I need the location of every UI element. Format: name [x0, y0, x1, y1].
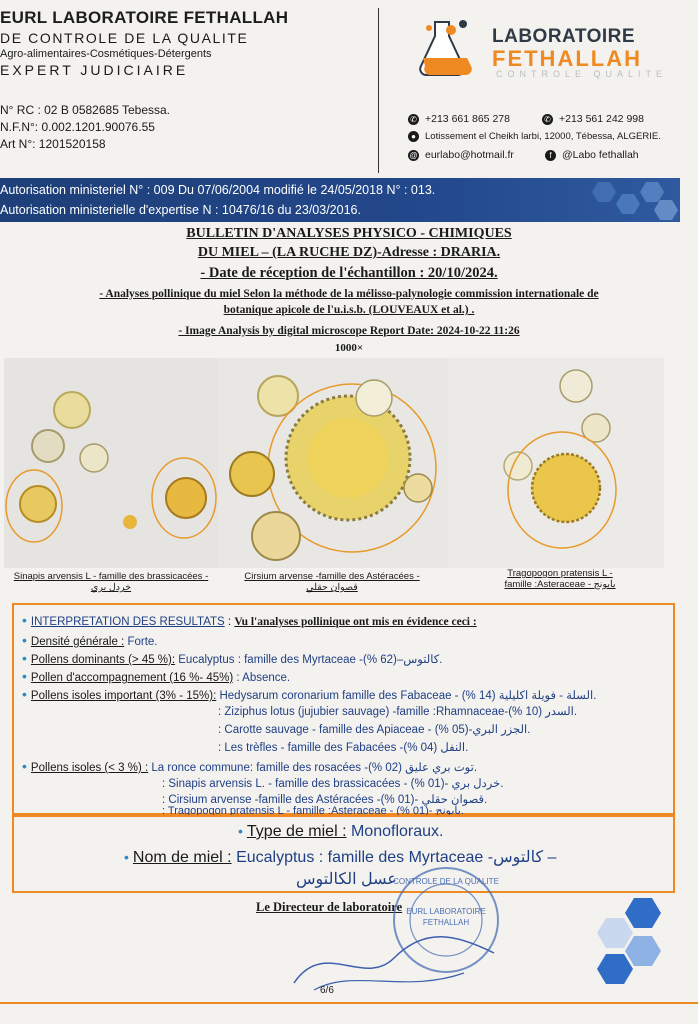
isoles-item-2: : Sinapis arvensis L. - famille des brassicacées - خردل بري -(01 %). — [162, 778, 504, 790]
footer-rule — [0, 1002, 698, 1004]
honey-sample-title: DU MIEL – (LA RUCHE DZ)-Adresse : DRARIA. — [197, 245, 501, 260]
important-item-4: : Les trèfles - famille des Fabacées -النفل (04 %). — [218, 742, 469, 754]
analysis-method-line1: - Analyses pollinique du miel Selon la méthode de la mélisso-palynologie commission internationale de — [99, 288, 599, 300]
facebook-icon: f — [545, 150, 556, 161]
hexagon-decoration-icon — [596, 896, 666, 984]
contact-facebook: f @Labo fethallah — [545, 149, 639, 161]
important-item-3: : Carotte sauvage - famille des Apiaceae - الجزر البري-(05 %). — [218, 724, 531, 736]
authorization-banner — [0, 178, 680, 222]
contact-address: ● Lotissement el Cheikh larbi, 12000, Tébessa, ALGERIE. — [408, 131, 661, 142]
analysis-method-line2: botanique apicole de l'u.i.s.b. (LOUVEAUX et al.) . — [223, 304, 475, 316]
contact-email: @ eurlabo@hotmail.fr — [409, 149, 514, 161]
accompagnement-row: • Pollen d'accompagnement (16 %- 45%) : Absence. — [22, 667, 290, 687]
image-analysis-date: - Image Analysis by digital microscope Report Date: 2024-10-22 11:26 — [178, 325, 520, 337]
densite-row: • Densité générale : Forte. — [22, 631, 158, 651]
company-line2: DE CONTROLE DE LA QUALITE — [0, 30, 249, 46]
director-signature — [284, 928, 504, 998]
page-number: 6/6 — [320, 985, 334, 996]
honey-name-arabic: عسل الكالتوس — [296, 871, 397, 888]
company-name: EURL LABORATOIRE FETHALLAH — [0, 8, 289, 27]
micrograph-cirsium — [218, 358, 448, 568]
isoles-item-4: : Tragopogon pratensis L - famille :Asteraceae - بابونج -(01 %). — [162, 805, 464, 817]
logo-text-tagline: CONTROLE QUALITE — [496, 69, 668, 79]
company-line3: Agro-alimentaires-Cosmétiques-Détergents — [0, 48, 212, 60]
magnification-label: 1000× — [334, 342, 364, 354]
rc-number: N° RC : 02 B 0582685 Tebessa. — [0, 103, 171, 117]
important-item-2: : Ziziphus lotus (jujubier sauvage) -famille :Rhamnaceae-السدر (10 %). — [218, 706, 578, 718]
header-divider — [378, 8, 379, 173]
reception-date: - Date de réception de l'échantillon : 20/10/2024. — [200, 265, 498, 281]
bulletin-title: BULLETIN D'ANALYSES PHYSICO - CHIMIQUES — [186, 226, 512, 241]
phone-icon: ✆ — [408, 114, 419, 125]
contact-phone-1: ✆ +213 661 865 278 — [408, 113, 510, 125]
authorization-line-2: Autorisation ministerielle d'expertise N : 10476/16 du 23/03/2016. — [0, 203, 361, 217]
header-left — [0, 8, 370, 153]
email-icon: @ — [409, 150, 418, 160]
stamp-text-2: EURL LABORATOIRE — [406, 907, 486, 916]
authorization-line-1: Autorisation ministeriel N° : 009 Du 07/06/2004 modifié le 24/05/2018 N° : 013. — [0, 183, 436, 197]
caption-tragopogon: Tragopogon pratensis L - famille :Asteraceae - بابونج — [504, 568, 616, 590]
honey-type-row: • Type de miel : Monofloraux. — [238, 823, 443, 841]
location-icon: ● — [408, 131, 419, 142]
caption-sinapis: Sinapis arvensis L - famille des brassicacées - خردل بري — [13, 571, 209, 593]
stamp-text-1: CONTROLE DE LA QUALITE — [393, 877, 499, 886]
whatsapp-icon: ✆ — [542, 114, 553, 125]
honey-name-row: • Nom de miel : Eucalyptus : famille des Myrtaceae -كالتوس – — [124, 847, 556, 867]
caption-cirsium: Cirsium arvense -famille des Astéracées - قصوان حقلي — [244, 571, 420, 593]
hexagon-pattern-icon — [588, 178, 680, 222]
isoles-item-3: : Cirsium arvense -famille des Astéracées -قصوان حقلي -(01 %). — [162, 794, 488, 806]
micrograph-tragopogon — [448, 358, 664, 568]
honey-type-box — [12, 815, 675, 893]
micrograph-sinapis — [4, 358, 218, 568]
company-line4: EXPERT JUDICIAIRE — [0, 62, 189, 78]
isoles-row: • Pollens isoles (< 3 %) : La ronce commune: famille des rosacées -توت بري عليق (02 %). — [22, 757, 477, 777]
contact-phone-2: ✆ +213 561 242 998 — [542, 113, 644, 125]
logo-text-fethallah: FETHALLAH — [492, 46, 642, 71]
results-box — [12, 603, 675, 815]
nif-number: N.F.N°: 0.002.1201.90076.55 — [0, 120, 155, 134]
flask-logo-icon — [407, 18, 483, 82]
stamp-text-3: FETHALLAH — [422, 918, 470, 927]
important-row: • Pollens isoles important (3% - 15%): Hedysarum coronarium famille des Fabaceae - السلة - فويلة اكليلية (14 %). — [22, 685, 596, 705]
results-heading: • INTERPRETATION DES RESULTATS : Vu l'analyses pollinique ont mis en évidence ceci : — [22, 611, 477, 631]
art-number: Art N°: 1201520158 — [0, 137, 106, 151]
dominants-row: • Pollens dominants (> 45 %): Eucalyptus : famille des Myrtaceae -كالتوس–(62 %). — [22, 649, 442, 669]
logo-text-laboratoire: LABORATOIRE — [492, 26, 636, 47]
registration-block — [0, 102, 370, 153]
director-signature-label: Le Directeur de laboratoire — [256, 900, 403, 914]
